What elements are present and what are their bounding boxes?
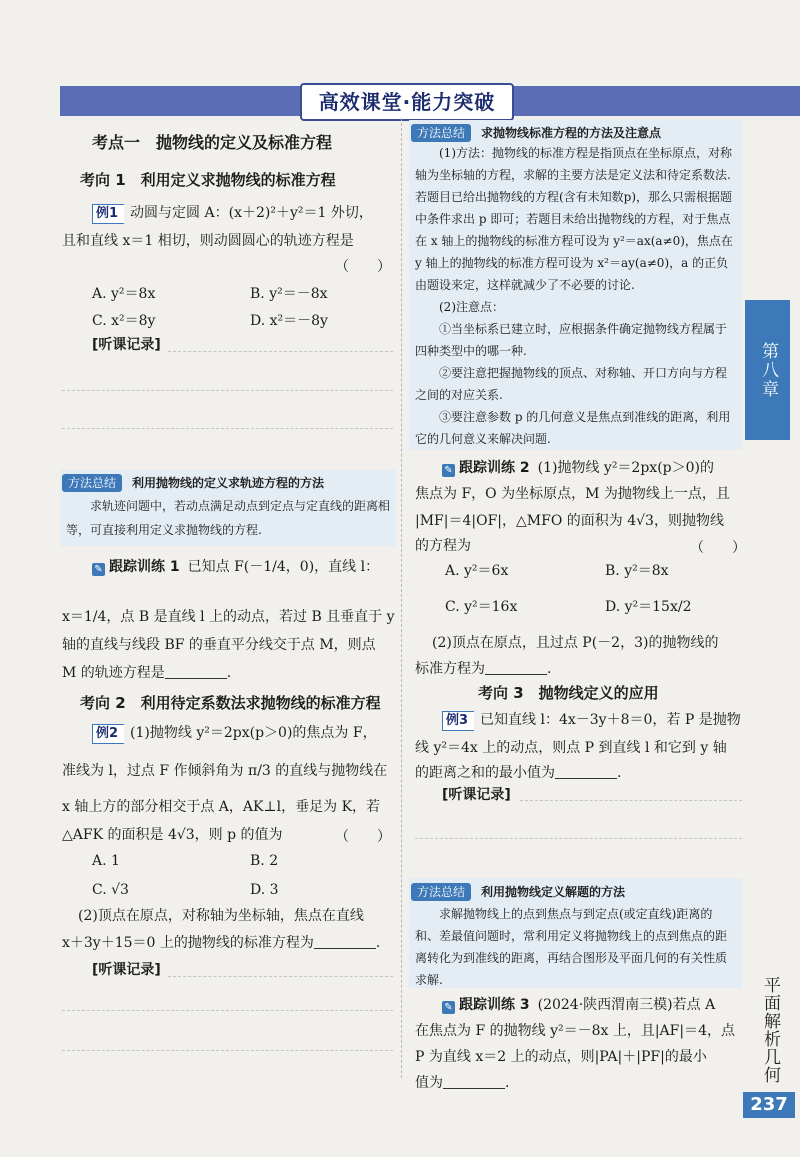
- example-1-option-c: C. x²＝8y: [92, 313, 156, 329]
- example-1-line2: 且和直线 x＝1 相切，则动圆圆心的轨迹方程是: [62, 233, 354, 249]
- example-3-line2: 线 y²＝4x 上的动点，则点 P 到直线 l 和它到 y 轴: [415, 740, 727, 756]
- example-2-line3: x 轴上方的部分相交于点 A，AK⊥l，垂足为 K，若: [62, 799, 381, 815]
- track-1-line2: x＝1/4，点 B 是直线 l 上的动点，若过 B 且垂直于 y: [62, 609, 395, 625]
- method-summary-box-2: [409, 120, 742, 450]
- listen-record-label: [听课记录]: [92, 337, 161, 353]
- track-2-part2-line1: (2)顶点在原点，且过点 P(－2，3)的抛物线的: [432, 635, 719, 651]
- track-1-line3: 轴的直线与线段 BF 的垂直平分线交于点 M，则点: [62, 637, 376, 653]
- track-2-paren: （ ）: [690, 540, 746, 556]
- method-summary-box-1: [60, 470, 396, 546]
- track-2-option-a: A. y²＝6x: [445, 563, 509, 579]
- method-paragraph-3: ①当坐标系已建立时，应根据条件确定抛物线方程属于四种类型中的哪一种.: [415, 322, 728, 358]
- example-1-option-a: A. y²＝8x: [92, 286, 156, 302]
- track-2-part2-line2: 标准方程为: [415, 661, 485, 677]
- chapter-tab: 第八章: [745, 300, 790, 440]
- example-1-option-b: B. y²＝－8x: [250, 286, 328, 302]
- method-badge: 方法总结: [62, 474, 122, 492]
- method-paragraph-5: ③要注意参数 p 的几何意义是焦点到准线的距离，利用它的几何意义来解决问题.: [415, 410, 731, 446]
- example-2-option-b: B. 2: [250, 853, 279, 869]
- track-icon: ✎: [442, 1001, 455, 1014]
- example-3-line3: 的距离之和的最小值为: [415, 765, 555, 781]
- answer-blank[interactable]: [443, 1074, 505, 1089]
- method-heading: 利用抛物线的定义求轨迹方程的方法: [132, 476, 325, 490]
- track-3-line2: 在焦点为 F 的抛物线 y²＝－8x 上，且|AF|＝4，点: [415, 1023, 736, 1039]
- example-2-part2-line2: x＋3y＋15＝0 上的抛物线的标准方程为: [62, 935, 314, 951]
- example-2-option-a: A. 1: [92, 853, 120, 869]
- track-3-label: 跟踪训练 3: [459, 997, 530, 1013]
- track-2-option-c: C. y²＝16x: [445, 599, 518, 615]
- note-line: [415, 838, 742, 839]
- example-1-option-d: D. x²＝－8y: [250, 313, 328, 329]
- track-3-line3: P 为直线 x＝2 上的动点，则|PA|＋|PF|的最小: [415, 1049, 707, 1065]
- track-icon: ✎: [442, 464, 455, 477]
- method-heading: 利用抛物线定义解题的方法: [481, 885, 626, 899]
- listen-record-label-3: [听课记录]: [442, 787, 511, 803]
- note-line: [62, 428, 393, 429]
- example-3-tag: 例3: [442, 711, 474, 731]
- kaodian-title: 考点一 抛物线的定义及标准方程: [92, 133, 333, 152]
- track-training-3: [442, 992, 715, 1018]
- note-line: [520, 800, 742, 801]
- track-3-line1: (2024·陕西渭南三模)若点 A: [537, 997, 716, 1013]
- note-line: [62, 1050, 393, 1051]
- example-1-paren: （ ）: [335, 259, 391, 275]
- example-2-part2-line2-wrap: x＋3y＋15＝0 上的抛物线的标准方程为 .: [62, 935, 381, 951]
- track-1-line1: 已知点 F(－1/4，0)，直线 l：: [187, 559, 380, 575]
- track-1-line4: M 的轨迹方程是: [62, 665, 165, 681]
- kaoxiang1-title: 考向 1 利用定义求抛物线的标准方程: [80, 171, 336, 189]
- method-paragraph-2: (2)注意点：: [439, 300, 504, 314]
- note-line: [62, 1010, 393, 1011]
- method-heading: 求抛物线标准方程的方法及注意点: [481, 126, 662, 140]
- example-1-tag: 例1: [92, 204, 124, 224]
- method-body: 求轨迹问题中，若动点满足动点到定点与定直线的距离相等，可直接利用定义求抛物线的方程.: [66, 499, 391, 537]
- example-2-line4: △AFK 的面积是 4√3，则 p 的值为: [62, 827, 283, 843]
- method-summary-box-3: [409, 878, 742, 988]
- track-2-part2-line2-wrap: 标准方程为 .: [415, 661, 552, 677]
- track-training-1: [92, 554, 379, 580]
- track-2-option-d: D. y²＝15x/2: [605, 599, 692, 615]
- answer-blank[interactable]: [314, 934, 376, 949]
- method-badge: 方法总结: [411, 883, 471, 901]
- kaoxiang3-title: 考向 3 抛物线定义的应用: [478, 684, 659, 702]
- answer-blank[interactable]: [485, 660, 547, 675]
- example-2-option-c: C. √3: [92, 882, 129, 898]
- method-paragraph-1: (1)方法：抛物线的标准方程是指顶点在坐标原点，对称轴为坐标轴的方程，求解的主要方法是定义法和待定系数法.若题目已给出抛物线的方程(含有未知数p)，那么只需根据题中条件求出 p 即可；若题目未给出抛物线的方程，对于焦点在 x 轴上的抛物线的标准方程可设为 y²＝ax(a≠0)，焦点在 y 轴上的抛物线的标准方程可设为 x²＝ay(a≠0)，a 的正负由题设来定，这样就减少了不必要的讨论.: [415, 146, 733, 292]
- answer-blank[interactable]: [165, 664, 227, 679]
- example-2-tag: 例2: [92, 724, 124, 744]
- track-2-option-b: B. y²＝8x: [605, 563, 669, 579]
- method-paragraph-4: ②要注意把握抛物线的顶点、对称轴、开口方向与方程之间的对应关系.: [415, 366, 728, 402]
- subject-label: 平面解析几何: [760, 976, 780, 1084]
- example-3: [442, 707, 742, 733]
- note-line: [168, 351, 393, 352]
- track-icon: ✎: [92, 563, 105, 576]
- track-2-line1: (1)抛物线 y²＝2px(p＞0)的: [537, 460, 714, 476]
- note-line: [62, 390, 393, 391]
- example-3-line1: 已知直线 l：4x－3y＋8＝0，若 P 是抛物: [480, 712, 741, 728]
- track-1-label: 跟踪训练 1: [109, 559, 180, 575]
- track-2-line4: 的方程为: [415, 538, 471, 554]
- section-header-title: 高效课堂·能力突破: [300, 83, 514, 121]
- example-2-paren: （ ）: [335, 829, 391, 845]
- kaoxiang2-title: 考向 2 利用待定系数法求抛物线的标准方程: [80, 694, 381, 712]
- example-3-line3-wrap: 的距离之和的最小值为 .: [415, 765, 622, 781]
- example-2-option-d: D. 3: [250, 882, 279, 898]
- example-2-line2: 准线为 l，过点 F 作倾斜角为 π/3 的直线与抛物线在: [62, 763, 388, 779]
- track-3-line4: 值为: [415, 1075, 443, 1091]
- track-3-line4-wrap: 值为 .: [415, 1075, 510, 1091]
- track-training-2: [442, 455, 714, 481]
- method-body: 求解抛物线上的点到焦点与到定点(或定直线)距离的和、差最值问题时，常利用定义将抛物线上的点到焦点的距离转化为到准线的距离，再结合图形及平面几何的有关性质求解.: [415, 907, 728, 987]
- column-divider: [401, 118, 402, 1078]
- answer-blank[interactable]: [555, 764, 617, 779]
- example-1: [92, 200, 392, 226]
- example-2-line1: (1)抛物线 y²＝2px(p＞0)的焦点为 F，: [130, 725, 377, 741]
- page-number: 237: [743, 1092, 795, 1118]
- note-line: [168, 976, 393, 977]
- example-1-line1: 动圆与定圆 A：(x＋2)²＋y²＝1 外切，: [130, 205, 373, 221]
- example-2-part2-line1: (2)顶点在原点，对称轴为坐标轴，焦点在直线: [78, 908, 364, 924]
- method-badge: 方法总结: [411, 124, 471, 142]
- track-2-line3: |MF|＝4|OF|，△MFO 的面积为 4√3，则抛物线: [415, 513, 724, 529]
- example-2: [92, 720, 392, 746]
- track-1-line4-wrap: M 的轨迹方程是 .: [62, 665, 232, 681]
- track-2-line2: 焦点为 F，O 为坐标原点，M 为抛物线上一点，且: [415, 486, 730, 502]
- track-2-label: 跟踪训练 2: [459, 460, 530, 476]
- listen-record-label-2: [听课记录]: [92, 962, 161, 978]
